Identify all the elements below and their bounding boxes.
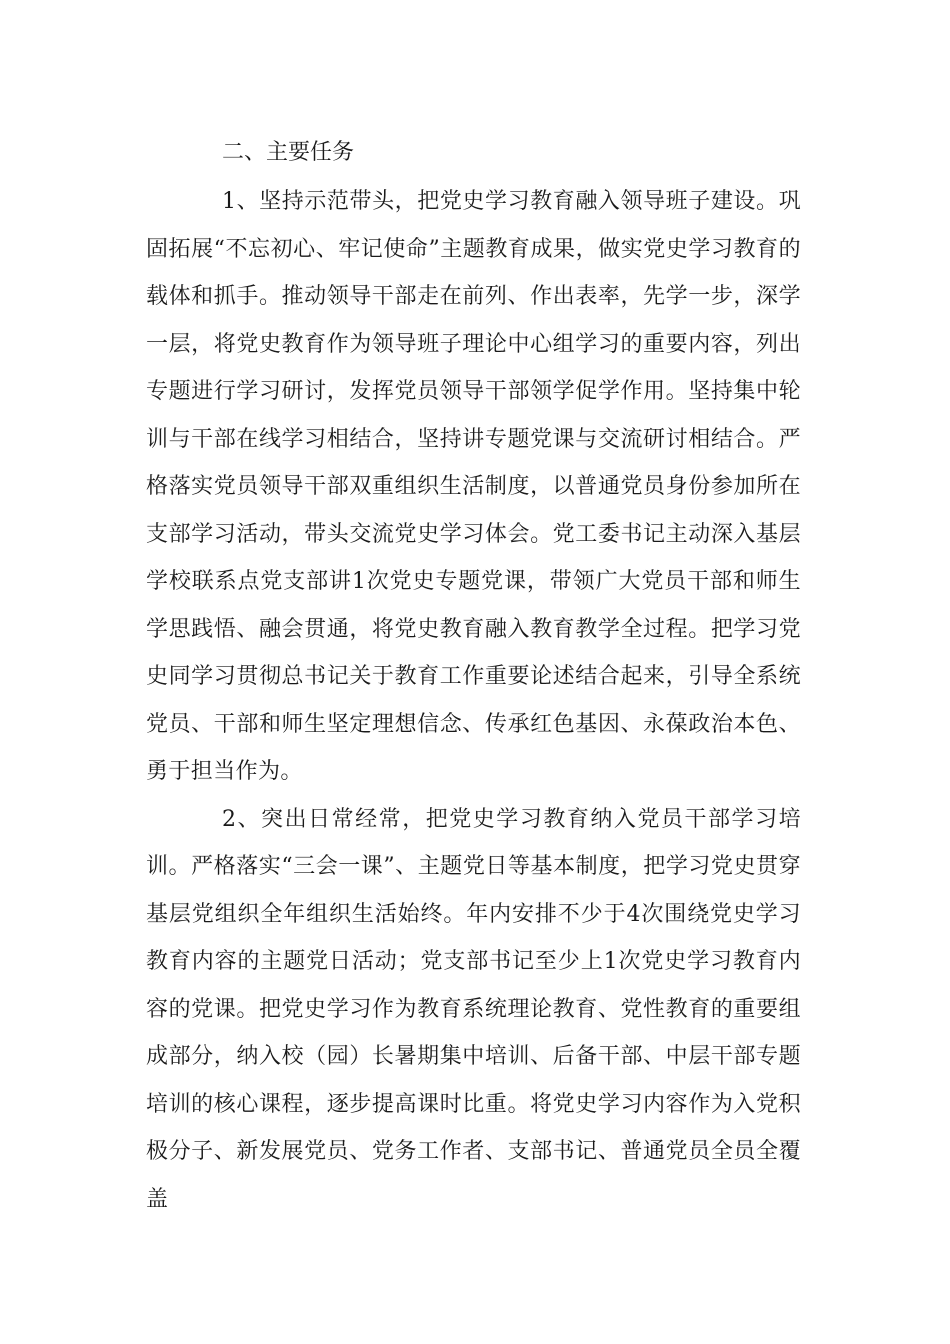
section-heading: 二、主要任务 [222, 140, 355, 165]
paragraph-1: 1、坚持示范带头，把党史学习教育融入领导班子建设。巩固拓展“不忘初心、牢记使命”主题教育成果，做实党史学习教育的载体和抓手。推动领导干部走在前列、作出表率，先学一步，深学一层，将党史教育作为领导班子理论中心组学习的重要内容，列出专题进行学习研讨，发挥党员领导干部领学促学作用。坚持集中轮训与干部在线学习相结合，坚持讲专题党课与交流研讨相结合。严格落实党员领导干部双重组织生活制度，以普通党员身份参加所在支部学习活动，带头交流党史学习体会。党工委书记主动深入基层学校联系点党支部讲1次党史专题党课，带领广大党员干部和师生学思践悟、融会贯通，将党史教育融入教育教学全过程。把学习党史同学习贯彻总书记关于教育工作重要论述结合起来，引导全系统党员、干部和师生坚定理想信念、传承红色基因、永葆政治本色、勇于担当作为。 [146, 189, 801, 784]
document-body [146, 128, 801, 1223]
paragraph-2: 2、突出日常经常，把党史学习教育纳入党员干部学习培训。严格落实“三会一课”、主题党日等基本制度，把学习党史贯穿基层党组织全年组织生活始终。年内安排不少于4次围绕党史学习教育内容的主题党日活动；党支部书记至少上1次党史学习教育内容的党课。把党史学习作为教育系统理论教育、党性教育的重要组成部分，纳入校（园）长暑期集中培训、后备干部、中层干部专题培训的核心课程，逐步提高课时比重。将党史学习内容作为入党积极分子、新发展党员、党务工作者、支部书记、普通党员全员全覆盖 [146, 806, 801, 1212]
